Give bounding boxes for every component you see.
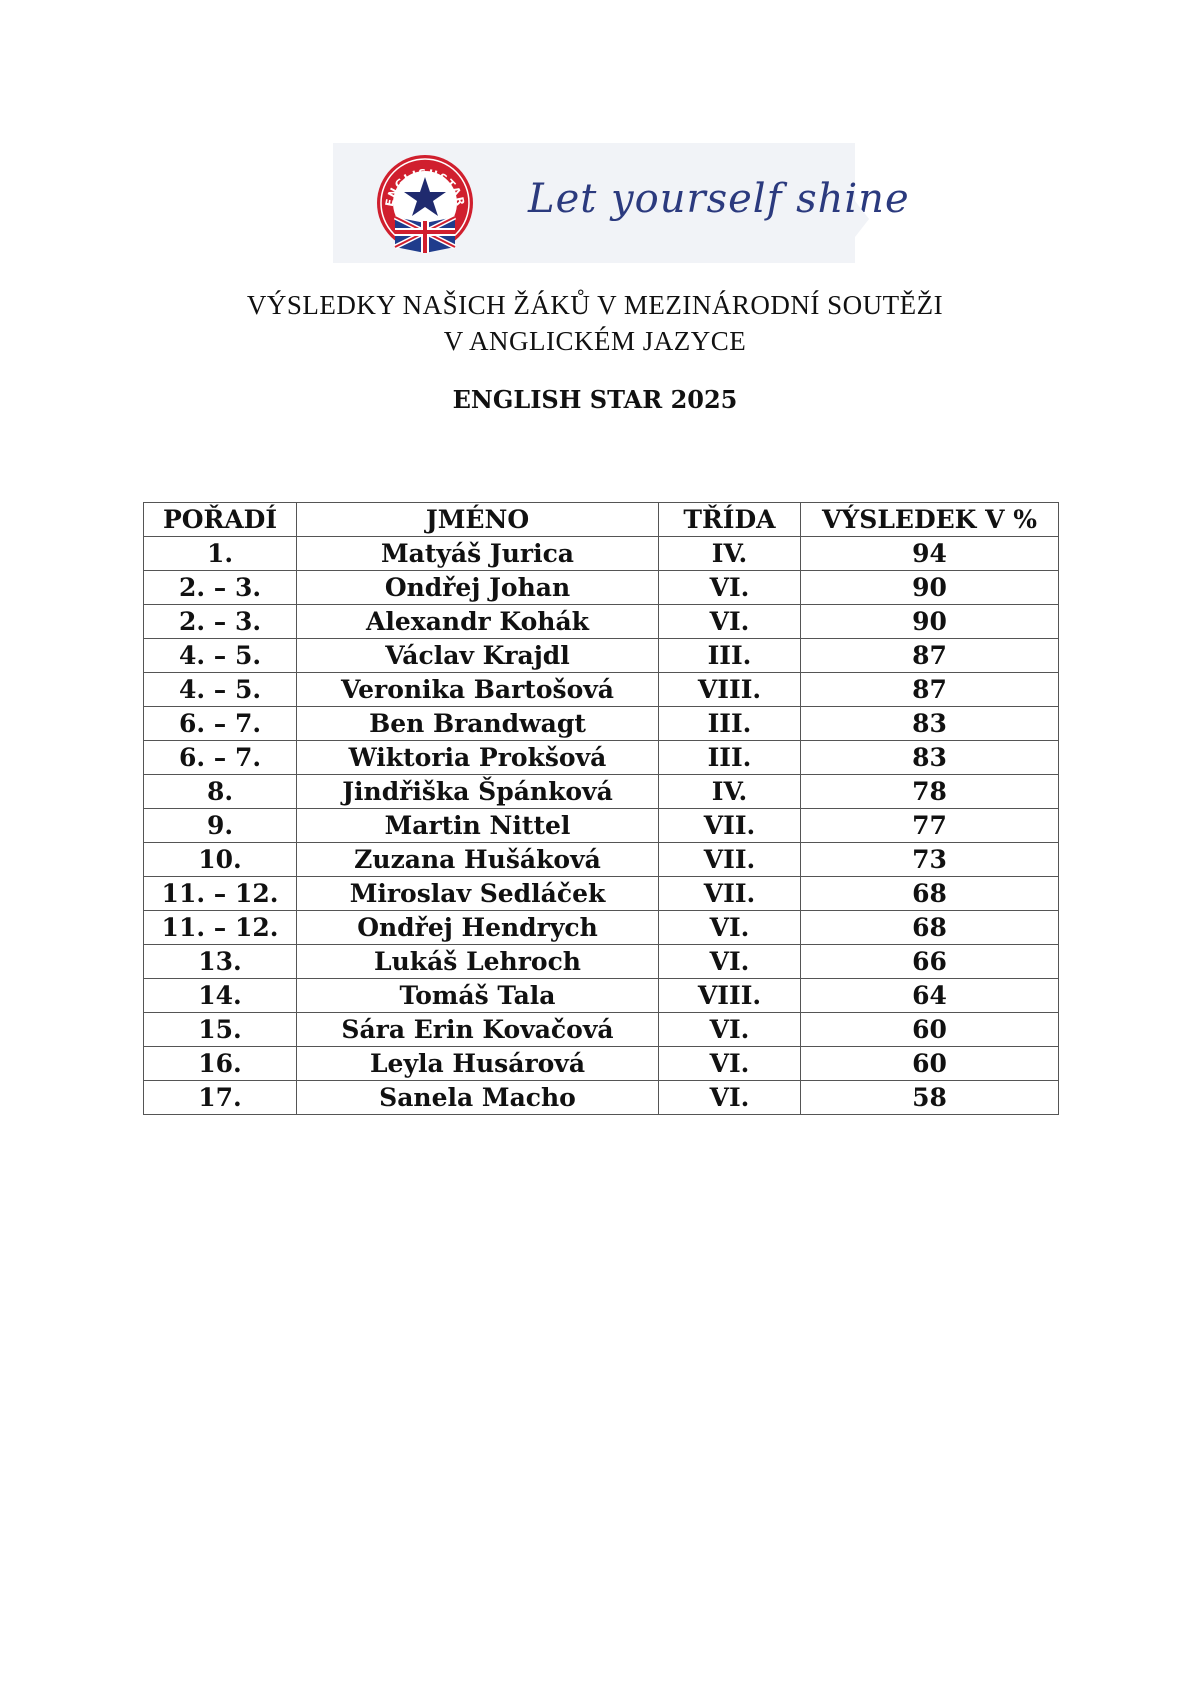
result-cell: 68 <box>801 877 1059 911</box>
class-cell: VI. <box>659 1013 801 1047</box>
rank-cell: 8. <box>144 775 297 809</box>
result-cell: 87 <box>801 673 1059 707</box>
class-cell: VIII. <box>659 979 801 1013</box>
class-cell: VII. <box>659 843 801 877</box>
table-row <box>144 741 1059 775</box>
class-cell: III. <box>659 639 801 673</box>
column-header-name: JMÉNO <box>297 503 659 537</box>
name-cell: Martin Nittel <box>297 809 659 843</box>
class-cell: VI. <box>659 571 801 605</box>
table-row <box>144 1081 1059 1115</box>
table-row <box>144 707 1059 741</box>
page-title-line2: V ANGLICKÉM JAZYCE <box>443 326 747 356</box>
name-cell: Matyáš Jurica <box>297 537 659 571</box>
class-cell: VI. <box>659 945 801 979</box>
class-cell: VIII. <box>659 673 801 707</box>
class-cell: IV. <box>659 775 801 809</box>
rank-cell: 6. – 7. <box>144 707 297 741</box>
table-row <box>144 979 1059 1013</box>
table-row <box>144 945 1059 979</box>
rank-cell: 11. – 12. <box>144 911 297 945</box>
table-row <box>144 1013 1059 1047</box>
rank-cell: 4. – 5. <box>144 639 297 673</box>
rank-cell: 14. <box>144 979 297 1013</box>
results-table <box>143 502 1059 1115</box>
rank-cell: 4. – 5. <box>144 673 297 707</box>
table-row <box>144 639 1059 673</box>
column-header-result: VÝSLEDEK V % <box>801 503 1059 537</box>
name-cell: Václav Krajdl <box>297 639 659 673</box>
banner-tip <box>855 201 869 237</box>
result-cell: 60 <box>801 1047 1059 1081</box>
name-cell: Ondřej Johan <box>297 571 659 605</box>
class-cell: III. <box>659 741 801 775</box>
name-cell: Alexandr Kohák <box>297 605 659 639</box>
class-cell: VII. <box>659 809 801 843</box>
result-cell: 73 <box>801 843 1059 877</box>
class-cell: VII. <box>659 877 801 911</box>
result-cell: 90 <box>801 605 1059 639</box>
class-cell: III. <box>659 707 801 741</box>
rank-cell: 13. <box>144 945 297 979</box>
page-subtitle: ENGLISH STAR 2025 <box>452 385 738 414</box>
rank-cell: 17. <box>144 1081 297 1115</box>
table-row <box>144 877 1059 911</box>
name-cell: Sanela Macho <box>297 1081 659 1115</box>
rank-cell: 15. <box>144 1013 297 1047</box>
name-cell: Miroslav Sedláček <box>297 877 659 911</box>
result-cell: 94 <box>801 537 1059 571</box>
name-cell: Zuzana Hušáková <box>297 843 659 877</box>
name-cell: Ondřej Hendrych <box>297 911 659 945</box>
result-cell: 90 <box>801 571 1059 605</box>
rank-cell: 16. <box>144 1047 297 1081</box>
table-row <box>144 911 1059 945</box>
result-cell: 68 <box>801 911 1059 945</box>
slogan: Let yourself shine <box>528 176 910 222</box>
table-row <box>144 809 1059 843</box>
result-cell: 58 <box>801 1081 1059 1115</box>
result-cell: 83 <box>801 741 1059 775</box>
result-cell: 66 <box>801 945 1059 979</box>
rank-cell: 2. – 3. <box>144 605 297 639</box>
name-cell: Tomáš Tala <box>297 979 659 1013</box>
table-row <box>144 537 1059 571</box>
rank-cell: 11. – 12. <box>144 877 297 911</box>
column-header-class: TŘÍDA <box>659 503 801 537</box>
table-row <box>144 605 1059 639</box>
rank-cell: 9. <box>144 809 297 843</box>
table-row <box>144 673 1059 707</box>
result-cell: 78 <box>801 775 1059 809</box>
page-title-line1: VÝSLEDKY NAŠICH ŽÁKŮ V MEZINÁRODNÍ SOUTĚŽI <box>246 290 944 320</box>
class-cell: VI. <box>659 1047 801 1081</box>
result-cell: 64 <box>801 979 1059 1013</box>
englishstar-banner <box>333 143 910 263</box>
name-cell: Lukáš Lehroch <box>297 945 659 979</box>
result-cell: 83 <box>801 707 1059 741</box>
table-header-row <box>144 503 1059 537</box>
englishstar-logo <box>373 151 477 255</box>
class-cell: VI. <box>659 1081 801 1115</box>
table-row <box>144 1047 1059 1081</box>
class-cell: VI. <box>659 911 801 945</box>
name-cell: Ben Brandwagt <box>297 707 659 741</box>
name-cell: Wiktoria Prokšová <box>297 741 659 775</box>
name-cell: Leyla Husárová <box>297 1047 659 1081</box>
table-row <box>144 571 1059 605</box>
table-row <box>144 775 1059 809</box>
name-cell: Veronika Bartošová <box>297 673 659 707</box>
svg-text:ENGLISHSTAR: ENGLISHSTAR <box>382 166 468 208</box>
rank-cell: 2. – 3. <box>144 571 297 605</box>
rank-cell: 10. <box>144 843 297 877</box>
name-cell: Jindřiška Špánková <box>297 775 659 809</box>
class-cell: VI. <box>659 605 801 639</box>
rank-cell: 1. <box>144 537 297 571</box>
union-jack-book-icon <box>395 217 455 253</box>
result-cell: 60 <box>801 1013 1059 1047</box>
result-cell: 87 <box>801 639 1059 673</box>
table-row <box>144 843 1059 877</box>
result-cell: 77 <box>801 809 1059 843</box>
column-header-rank: POŘADÍ <box>144 503 297 537</box>
class-cell: IV. <box>659 537 801 571</box>
name-cell: Sára Erin Kovačová <box>297 1013 659 1047</box>
rank-cell: 6. – 7. <box>144 741 297 775</box>
